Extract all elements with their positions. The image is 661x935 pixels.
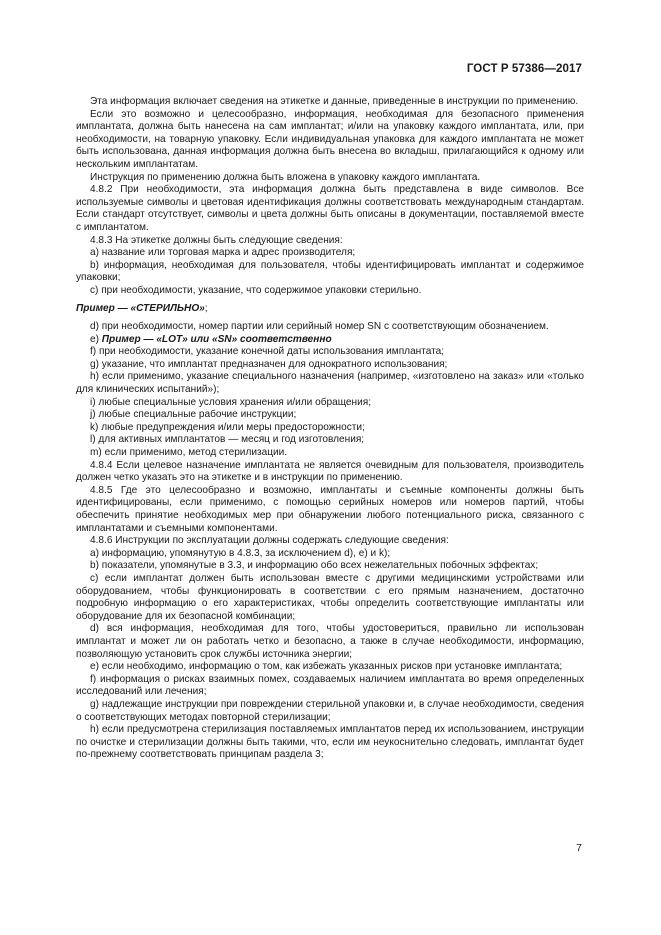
paragraph: Если это возможно и целесообразно, информация, необходимая для безопасного применения имплантата, должна быть нанесена на сам имплантат; и/или на упаковку каждого имплантата, или, при необходимости, на товарную упаковку. Если индивидуальная упаковка для каждого имплантата не может быть использована, данная информация должна быть внесена во вкладыш, прилагающийся к одному или нескольким имплантатам.: [76, 108, 584, 170]
example-label: Пример — «СТЕРИЛЬНО»: [76, 302, 205, 314]
list-item: j) любые специальные рабочие инструкции;: [90, 409, 297, 421]
list-item: c) если имплантат должен быть использован вместе с другими медицинскими устройствами или оборудованием, чтобы функционировать в соответствии с его прямым назначением, достаточно подробную информацию о его характеристиках, чтобы определить соответствующие имплантаты или оборудование для их безопасной комбинации;: [76, 572, 584, 622]
list-item: g) надлежащие инструкции при повреждении стерильной упаковки и, в случае необходимости, сведения о соответствующих методах повторной стерилизации;: [76, 698, 584, 723]
list-item: f) информация о рисках взаимных помех, создаваемых наличием имплантата во время определенных исследований или лечения;: [76, 673, 584, 698]
list-item: g) указание, что имплантат предназначен для однократного использования;: [90, 358, 448, 370]
list-item: f) при необходимости, указание конечной даты использования имплантата;: [90, 346, 445, 358]
item-prefix: e): [90, 333, 102, 345]
example-lot-sn: Пример — «LOT» или «SN» соответственно: [101, 333, 332, 345]
example-sterile: [76, 303, 584, 316]
list-item: a) название или торговая марка и адрес производителя;: [90, 247, 356, 259]
list-item: e) если необходимо, информацию о том, как избежать указанных рисков при установке имплантата;: [90, 661, 563, 673]
list-item: d) вся информация, необходимая для того, чтобы удостовериться, правильно ли использован имплантат и может ли он работать четко и безопасно, а также в случае необходимости, информацию, позволяющую установить срок службы источника энергии;: [76, 623, 584, 660]
clause-4-8-3: 4.8.3 На этикетке должны быть следующие сведения:: [90, 234, 343, 246]
clause-4-8-4: 4.8.4 Если целевое назначение имплантата не является очевидным для пользователя, производитель должен четко указать это на этикетке и в инструкции по применению.: [76, 459, 584, 484]
clause-4-8-5: 4.8.5 Где это целесообразно и возможно, имплантаты и съемные компоненты должны быть идентифицированы, если применимо, с помощью серийных номеров или номеров партий, чтобы обеспечить принятие необходимых мер при обнаружении любого потенциального риска, связанного с имплантатами и съемными компонентами.: [76, 484, 584, 534]
list-item: c) при необходимости, указание, что содержимое упаковки стерильно.: [90, 284, 422, 296]
list-item-e: [76, 334, 584, 347]
document-body: [76, 96, 584, 762]
list-item: b) показатели, упомянутые в 3.3, и информацию обо всех нежелательных побочных эффектах;: [90, 560, 539, 572]
list-item: a) информацию, упомянутую в 4.8.3, за исключением d), e) и k);: [90, 547, 391, 559]
list-item: i) любые специальные условия хранения и/или обращения;: [90, 396, 372, 408]
paragraph: Инструкция по применению должна быть вложена в упаковку каждого имплантата.: [90, 171, 481, 183]
list-item: h) если предусмотрена стерилизация поставляемых имплантатов перед их использованием, инструкции по очистке и стерилизации должны быть такими, что, если им неукоснительно следовать, имплантат будет по-прежнему соответствовать принципам раздела 3;: [76, 724, 584, 761]
list-item: b) информация, необходимая для пользователя, чтобы идентифицировать имплантат и содержимое упаковки;: [76, 259, 584, 284]
list-item: d) при необходимости, номер партии или серийный номер SN с соответствующим обозначением.: [90, 321, 549, 333]
list-item: k) любые предупреждения и/или меры предосторожности;: [90, 421, 365, 433]
list-item: h) если применимо, указание специального назначения (например, «изготовлено на заказ» или «только для клинических испытаний»);: [76, 371, 584, 396]
clause-4-8-6: 4.8.6 Инструкции по эксплуатации должны содержать следующие сведения:: [90, 535, 449, 547]
clause-4-8-2: 4.8.2 При необходимости, эта информация должна быть представлена в виде символов. Все используемые символы и цветовая идентификация должны соответствовать международным стандартам. Если стандарт отсутствует, символы и цвета должны быть описаны в документации, поставляемой вместе с имплантатом.: [76, 184, 584, 233]
page-number: 7: [576, 842, 582, 854]
paragraph: Эта информация включает сведения на этикетке и данные, приведенные в инструкции по применению.: [90, 96, 579, 107]
standard-header: ГОСТ Р 57386—2017: [466, 63, 582, 75]
list-item: l) для активных имплантатов — месяц и год изготовления;: [90, 434, 365, 446]
list-item: m) если применимо, метод стерилизации.: [90, 447, 288, 459]
example-tail: ;: [204, 302, 208, 314]
